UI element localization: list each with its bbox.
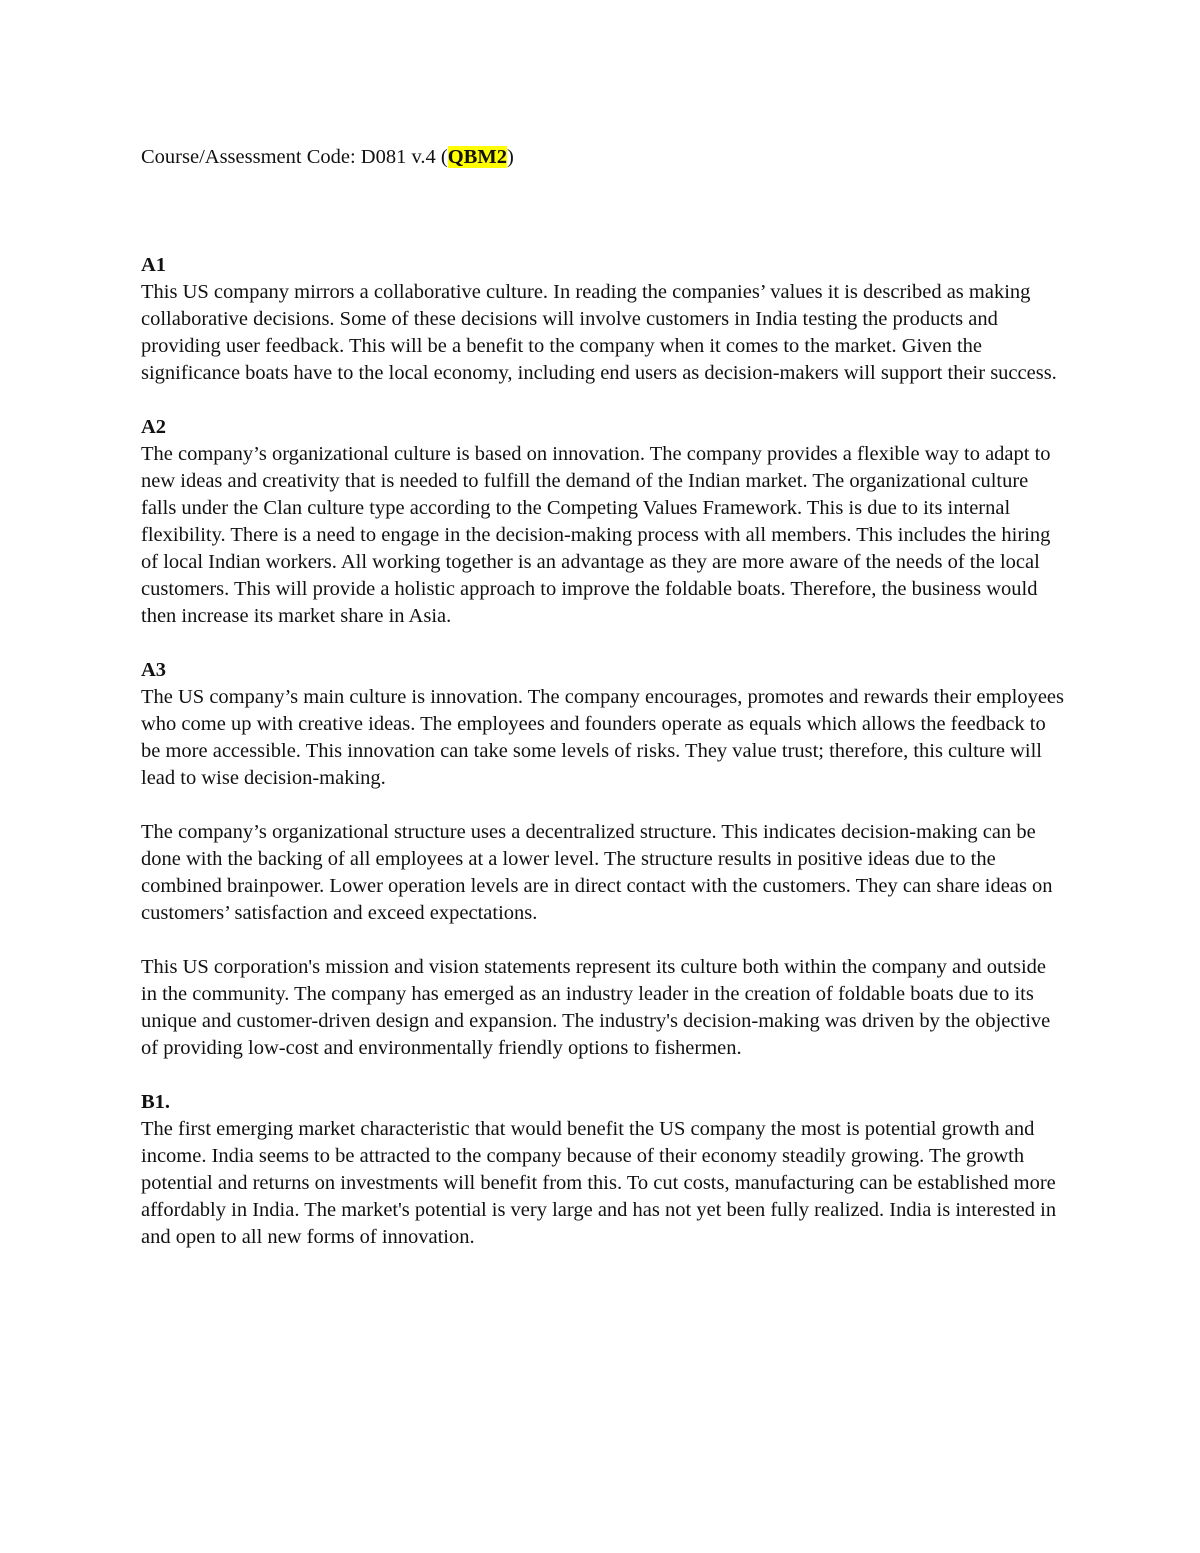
section-a2 bbox=[141, 414, 1066, 630]
section-b1 bbox=[141, 1089, 1066, 1251]
section-heading: B1. bbox=[141, 1091, 171, 1113]
document-page bbox=[141, 144, 1066, 1278]
course-code-line bbox=[141, 144, 1066, 171]
section-paragraph: The US company’s main culture is innovation. The company encourages, promotes and rewards their employees who come up with creative ideas. The employees and founders operate as equals which allows the feedback to be more accessible. This innovation can take some levels of risks. They value trust; therefore, this culture will lead to wise decision-making. bbox=[141, 686, 1065, 789]
section-heading: A1 bbox=[141, 254, 167, 276]
section-paragraph: The company’s organizational structure uses a decentralized structure. This indicates decision-making can be done with the backing of all employees at a lower level. The structure results in positive ideas due to the combined brainpower. Lower operation levels are in direct contact with the customers. They can share ideas on customers’ satisfaction and exceed expectations. bbox=[141, 821, 1053, 924]
section-paragraph: This US corporation's mission and vision statements represent its culture both within the company and outside in the community. The company has emerged as an industry leader in the creation of foldable boats due to its unique and customer-driven design and expansion. The industry's decision-making was driven by the objective of providing low-cost and environmentally friendly options to fishermen. bbox=[141, 956, 1051, 1059]
course-code-highlight: QBM2 bbox=[447, 146, 507, 168]
section-paragraph: This US company mirrors a collaborative culture. In reading the companies’ values it is described as making collaborative decisions. Some of these decisions will involve customers in India testing the products and providing user feedback. This will be a benefit to the company when it comes to the market. Given the significance boats have to the local economy, including end users as decision-makers will support their success. bbox=[141, 281, 1057, 384]
section-paragraph: The first emerging market characteristic that would benefit the US company the most is potential growth and income. India seems to be attracted to the company because of their economy steadily growing. The growth potential and returns on investments will benefit from this. To cut costs, manufacturing can be established more affordably in India. The market's potential is very large and has not yet been fully realized. India is interested in and open to all new forms of innovation. bbox=[141, 1118, 1057, 1248]
course-code-suffix: ) bbox=[506, 146, 514, 168]
section-a3 bbox=[141, 657, 1066, 1062]
course-code-prefix: Course/Assessment Code: D081 v.4 ( bbox=[141, 146, 448, 168]
section-a1 bbox=[141, 252, 1066, 387]
section-paragraph: The company’s organizational culture is based on innovation. The company provides a flexible way to adapt to new ideas and creativity that is needed to fulfill the demand of the Indian market. The organizational culture falls under the Clan culture type according to the Competing Values Framework. This is due to its internal flexibility. There is a need to engage in the decision-making process with all members. This includes the hiring of local Indian workers. All working together is an advantage as they are more aware of the needs of the local customers. This will provide a holistic approach to improve the foldable boats. Therefore, the business would then increase its market share in Asia. bbox=[141, 443, 1051, 627]
section-heading: A2 bbox=[141, 416, 167, 438]
section-heading: A3 bbox=[141, 659, 167, 681]
spacer bbox=[141, 171, 1066, 252]
